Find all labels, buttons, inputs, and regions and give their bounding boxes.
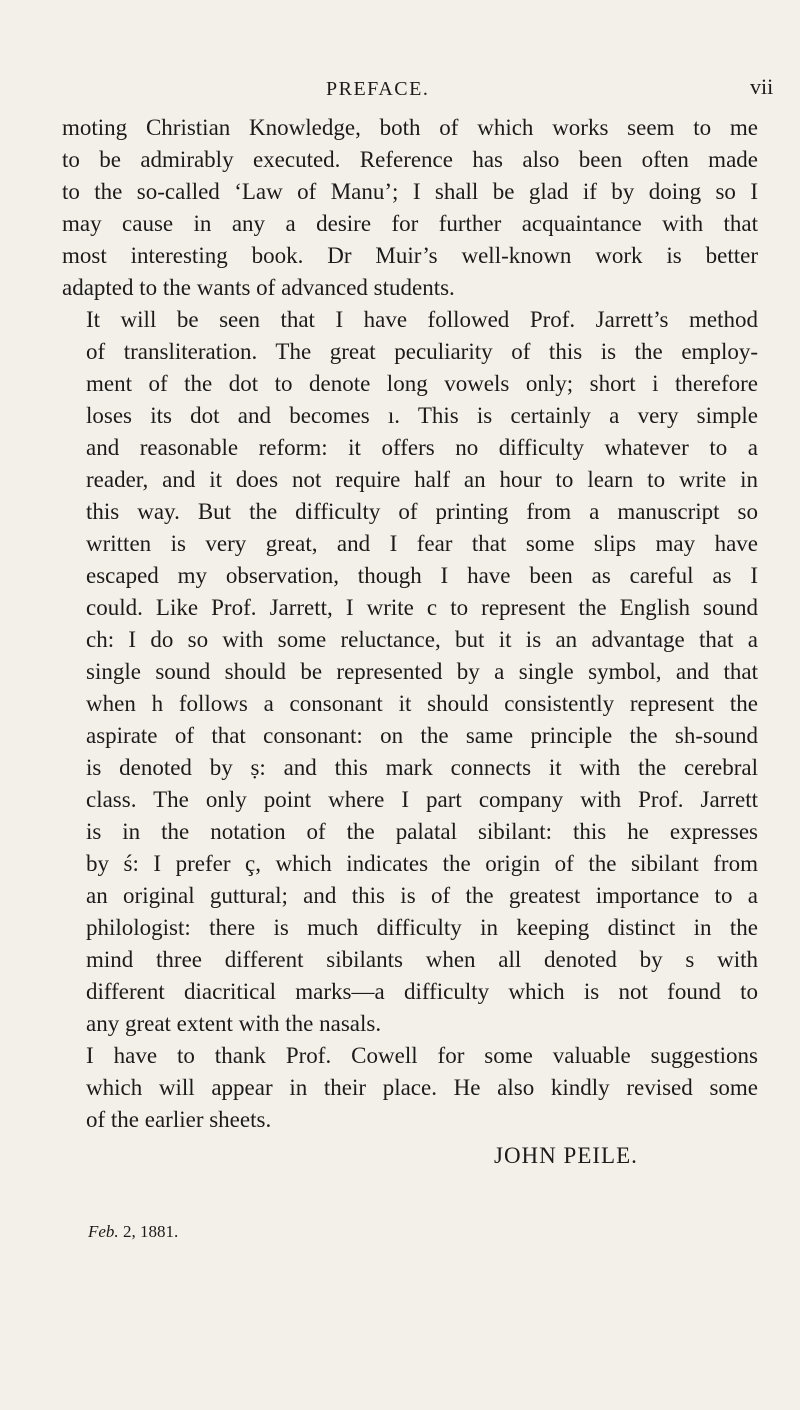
text-line: could. Like Prof. Jarrett, I write c to represent the English sound (86, 595, 758, 620)
text-line: mind three different sibilants when all denoted by s with (86, 947, 758, 972)
text-line: is in the notation of the palatal sibilant: this he expresses (86, 819, 758, 844)
text-line: philologist: there is much difficulty in keeping distinct in the (86, 915, 758, 940)
text-line: is denoted by ṣ: and this mark connects it with the cerebral (86, 755, 758, 780)
text-line: class. The only point where I part company with Prof. Jarrett (86, 787, 758, 812)
text-line: It will be seen that I have followed Prof. Jarrett’s method (86, 307, 758, 332)
text-line: loses its dot and becomes ı. This is certainly a very simple (86, 403, 758, 428)
text-line: of transliteration. The great peculiarity of this is the employ- (86, 339, 758, 364)
text-line: most interesting book. Dr Muir’s well-known work is better (62, 243, 758, 268)
page-number: vii (750, 74, 774, 99)
running-head (0, 74, 800, 104)
text-line: when h follows a consonant it should consistently represent the (86, 691, 758, 716)
text-line: any great extent with the nasals. (86, 1011, 382, 1036)
text-line: to be admirably executed. Reference has also been often made (62, 147, 758, 172)
text-line: reader, and it does not require half an hour to learn to write in (86, 467, 758, 492)
text-line: this way. But the difficulty of printing from a manuscript so (86, 499, 758, 524)
text-line: I have to thank Prof. Cowell for some valuable suggestions (86, 1043, 758, 1068)
text-line: single sound should be represented by a single symbol, and that (86, 659, 758, 684)
text-line: aspirate of that consonant: on the same principle the sh-sound (86, 723, 758, 748)
date-line (88, 1222, 178, 1242)
text-line: to the so-called ‘Law of Manu’; I shall be glad if by doing so I (62, 179, 758, 204)
text-line: ch: I do so with some reluctance, but it is an advantage that a (86, 627, 758, 652)
paragraph (62, 1040, 758, 1136)
text-line: by ś: I prefer ç, which indicates the origin of the sibilant from (86, 851, 758, 876)
text-line: which will appear in their place. He also kindly revised some (86, 1075, 758, 1100)
text-line: written is very great, and I fear that some slips may have (86, 531, 758, 556)
body-text (62, 112, 758, 1136)
text-line: ment of the dot to denote long vowels only; short i therefore (86, 371, 758, 396)
signature: JOHN PEILE. (494, 1143, 638, 1168)
text-line: an original guttural; and this is of the greatest importance to a (86, 883, 758, 908)
paragraph (62, 304, 758, 1040)
date-month: Feb. (88, 1222, 119, 1241)
paragraph (62, 112, 758, 304)
text-line: of the earlier sheets. (86, 1107, 272, 1132)
text-line: adapted to the wants of advanced students. (62, 275, 455, 300)
text-line: moting Christian Knowledge, both of which works seem to me (62, 115, 758, 140)
text-line: may cause in any a desire for further acquaintance with that (62, 211, 758, 236)
running-title: PREFACE. (326, 78, 430, 100)
text-line: different diacritical marks—a difficulty which is not found to (86, 979, 758, 1004)
date-rest: 2, 1881. (118, 1222, 179, 1241)
text-line: escaped my observation, though I have been as careful as I (86, 563, 758, 588)
text-line: and reasonable reform: it offers no difficulty whatever to a (86, 435, 758, 460)
